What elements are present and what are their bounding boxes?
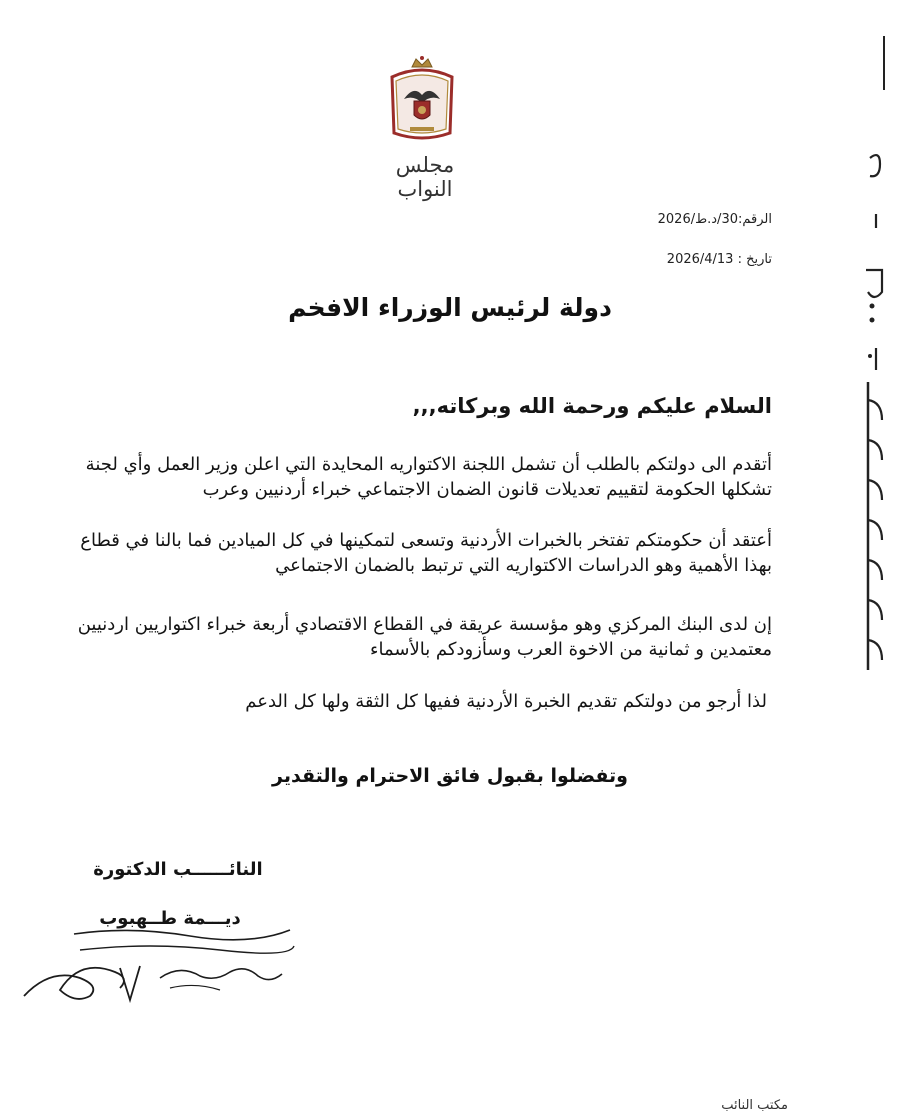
footer-office-label: مكتب النائب — [721, 1098, 788, 1113]
royal-crest-emblem — [384, 55, 460, 145]
reference-label: الرقم: — [738, 212, 772, 227]
date-label: تاريخ : — [737, 252, 772, 267]
signatory-title: النائــــــب الدكتورة — [93, 859, 263, 880]
body-paragraph: لذا أرجو من دولتكم تقديم الخبرة الأردنية ففيها كل الثقة ولها كل الدعم — [245, 691, 767, 712]
date-value: 2026/4/13 — [666, 252, 734, 267]
greeting: السلام عليكم ورحمة الله وبركاته,,, — [412, 394, 772, 418]
addressee-heading: دولة لرئيس الوزراء الافخم — [288, 293, 612, 322]
reference-line — [658, 212, 772, 227]
closing-line: وتفضلوا بقبول فائق الاحترام والتقدير — [272, 765, 628, 787]
edge-stamp-marks — [846, 30, 900, 680]
body-paragraph: أعتقد أن حكومتكم تفتخر بالخبرات الأردنية وتسعى لتمكينها في كل الميادين فما بالنا في قطاع بهذا الأهمية وهو الدراسات الاكتواريه التي ترتبط بالضمان الاجتماعي — [80, 530, 772, 576]
body-paragraph: أتقدم الى دولتكم بالطلب أن تشمل اللجنة الاكتواريه المحايدة التي اعلن وزير العمل وأي لجنة تشكلها الحكومة لتقييم تعديلات قانون الضمان الاجتماعي خبراء أردنيين وعرب — [85, 454, 772, 500]
parliament-name: مجلس النواب — [395, 153, 455, 201]
signatory-name: ديـــمة طــهبوب — [99, 908, 241, 929]
handwritten-signature — [20, 938, 290, 1008]
body-paragraph: إن لدى البنك المركزي وهو مؤسسة عريقة في القطاع الاقتصادي أربعة خبراء اكتواريين اردنيين معتمدين و ثمانية من الاخوة العرب وسأزودكم بالأسماء — [77, 614, 772, 660]
reference-value: 30/د.ط/2026 — [657, 212, 738, 227]
date-line — [667, 252, 772, 267]
